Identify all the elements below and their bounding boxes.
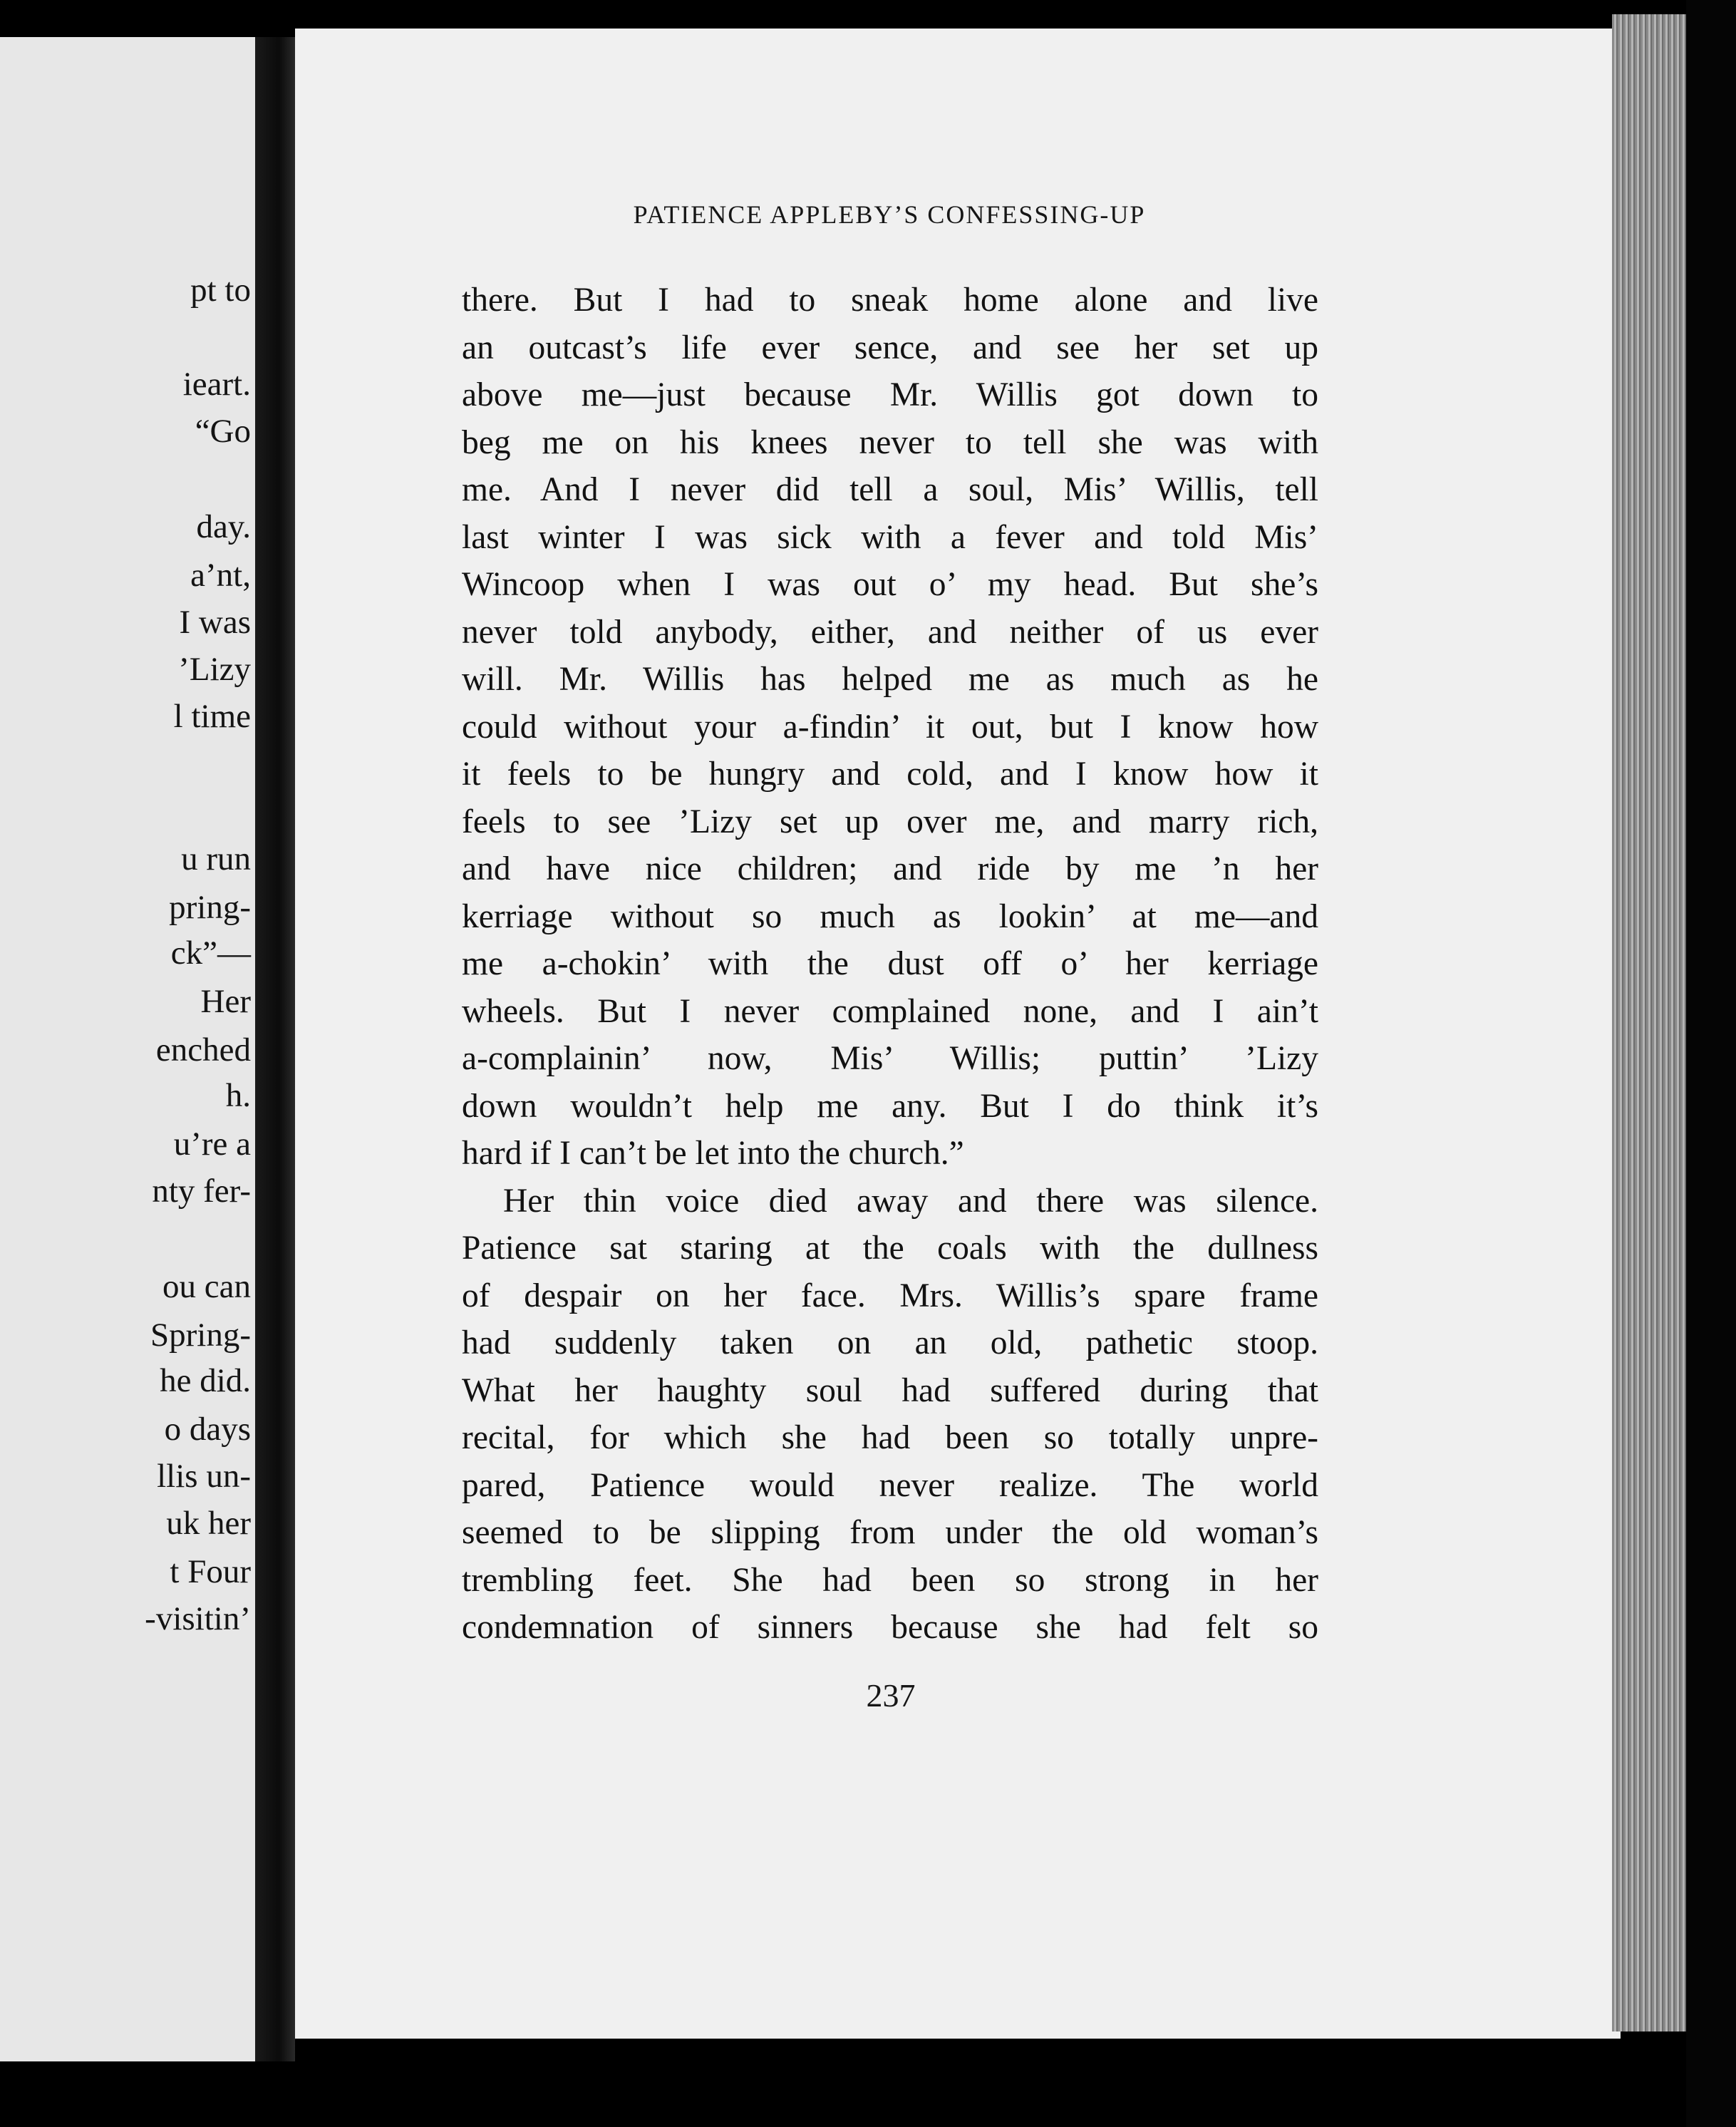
text-line: Her thin voice died away and there was silence. — [503, 1182, 1318, 1220]
text-line: condemnation of sinners because she had felt so — [462, 1609, 1318, 1646]
left-page-line: Her — [200, 983, 251, 1020]
running-head: PATIENCE APPLEBY’S CONFESSING-UP — [633, 200, 1146, 229]
left-page-line: Spring- — [150, 1317, 251, 1354]
text-line: and have nice children; and ride by me ’n her — [462, 850, 1318, 887]
text-line: last winter I was sick with a fever and told Mis’ — [462, 518, 1318, 556]
left-page-line: u’re a — [173, 1126, 251, 1163]
text-line: of despair on her face. Mrs. Willis’s spare frame — [462, 1277, 1318, 1314]
text-line: me. And I never did tell a soul, Mis’ Willis, tell — [462, 471, 1318, 508]
text-line: trembling feet. She had been so strong in her — [462, 1561, 1318, 1599]
text-line: had suddenly taken on an old, pathetic stoop. — [462, 1324, 1318, 1361]
page-edges — [1612, 14, 1696, 2031]
text-line: could without your a-findin’ it out, but I know how — [462, 708, 1318, 746]
text-line: down wouldn’t help me any. But I do think it’s — [462, 1087, 1318, 1125]
left-page-line: o days — [164, 1411, 251, 1448]
left-page-line: t Four — [170, 1553, 251, 1590]
left-page-line: ck”— — [170, 934, 251, 972]
left-page-line: l time — [173, 698, 251, 735]
text-line: me a-chokin’ with the dust off o’ her kerriage — [462, 945, 1318, 982]
left-page-line: “Go — [195, 413, 251, 450]
background-edge — [1686, 0, 1736, 2127]
text-line: Patience sat staring at the coals with the dullness — [462, 1230, 1318, 1267]
left-page-line: I was — [179, 604, 251, 641]
body-text — [462, 277, 1318, 1652]
left-page-line: pring- — [169, 889, 251, 926]
text-line: there. But I had to sneak home alone and live — [462, 282, 1318, 319]
text-line: it feels to be hungry and cold, and I know how it — [462, 756, 1318, 793]
left-page-line: a’nt, — [190, 557, 251, 594]
text-line: feels to see ’Lizy set up over me, and marry rich, — [462, 803, 1318, 840]
text-line: recital, for which she had been so totally unpre- — [462, 1419, 1318, 1456]
left-page-line: llis un- — [157, 1458, 251, 1495]
book-gutter — [255, 37, 295, 2061]
left-page-line: uk her — [166, 1505, 251, 1542]
left-page-line: ’Lizy — [178, 651, 251, 688]
text-line: an outcast’s life ever sence, and see her set up — [462, 329, 1318, 366]
text-line: wheels. But I never complained none, and I ain’t — [462, 992, 1318, 1030]
left-page-line: u run — [181, 840, 251, 877]
text-line: seemed to be slipping from under the old woman’s — [462, 1514, 1318, 1551]
left-page-line: ou can — [162, 1268, 251, 1305]
left-page-line: day. — [196, 508, 251, 545]
left-page-line: -visitin’ — [145, 1600, 251, 1637]
left-page-line: pt to — [190, 272, 251, 309]
page-number: 237 — [866, 1677, 916, 1714]
left-page-line: ieart. — [182, 366, 251, 403]
text-line: pared, Patience would never realize. The world — [462, 1466, 1318, 1504]
text-line: above me—just because Mr. Willis got down to — [462, 376, 1318, 413]
left-page-line: enched — [155, 1031, 251, 1068]
left-page-line: he did. — [160, 1362, 251, 1399]
text-line: a-complainin’ now, Mis’ Willis; puttin’ ’Lizy — [462, 1040, 1318, 1077]
left-page — [0, 37, 255, 2061]
text-line: kerriage without so much as lookin’ at me—and — [462, 897, 1318, 935]
text-line: never told anybody, either, and neither of us ever — [462, 613, 1318, 651]
text-line: hard if I can’t be let into the church.” — [462, 1135, 964, 1172]
left-page-line: h. — [225, 1077, 251, 1114]
left-page-line: nty fer- — [152, 1173, 251, 1210]
text-line: beg me on his knees never to tell she was with — [462, 423, 1318, 461]
text-line: Wincoop when I was out o’ my head. But she’s — [462, 566, 1318, 603]
text-line: will. Mr. Willis has helped me as much as he — [462, 661, 1318, 698]
text-line: What her haughty soul had suffered during that — [462, 1371, 1318, 1409]
